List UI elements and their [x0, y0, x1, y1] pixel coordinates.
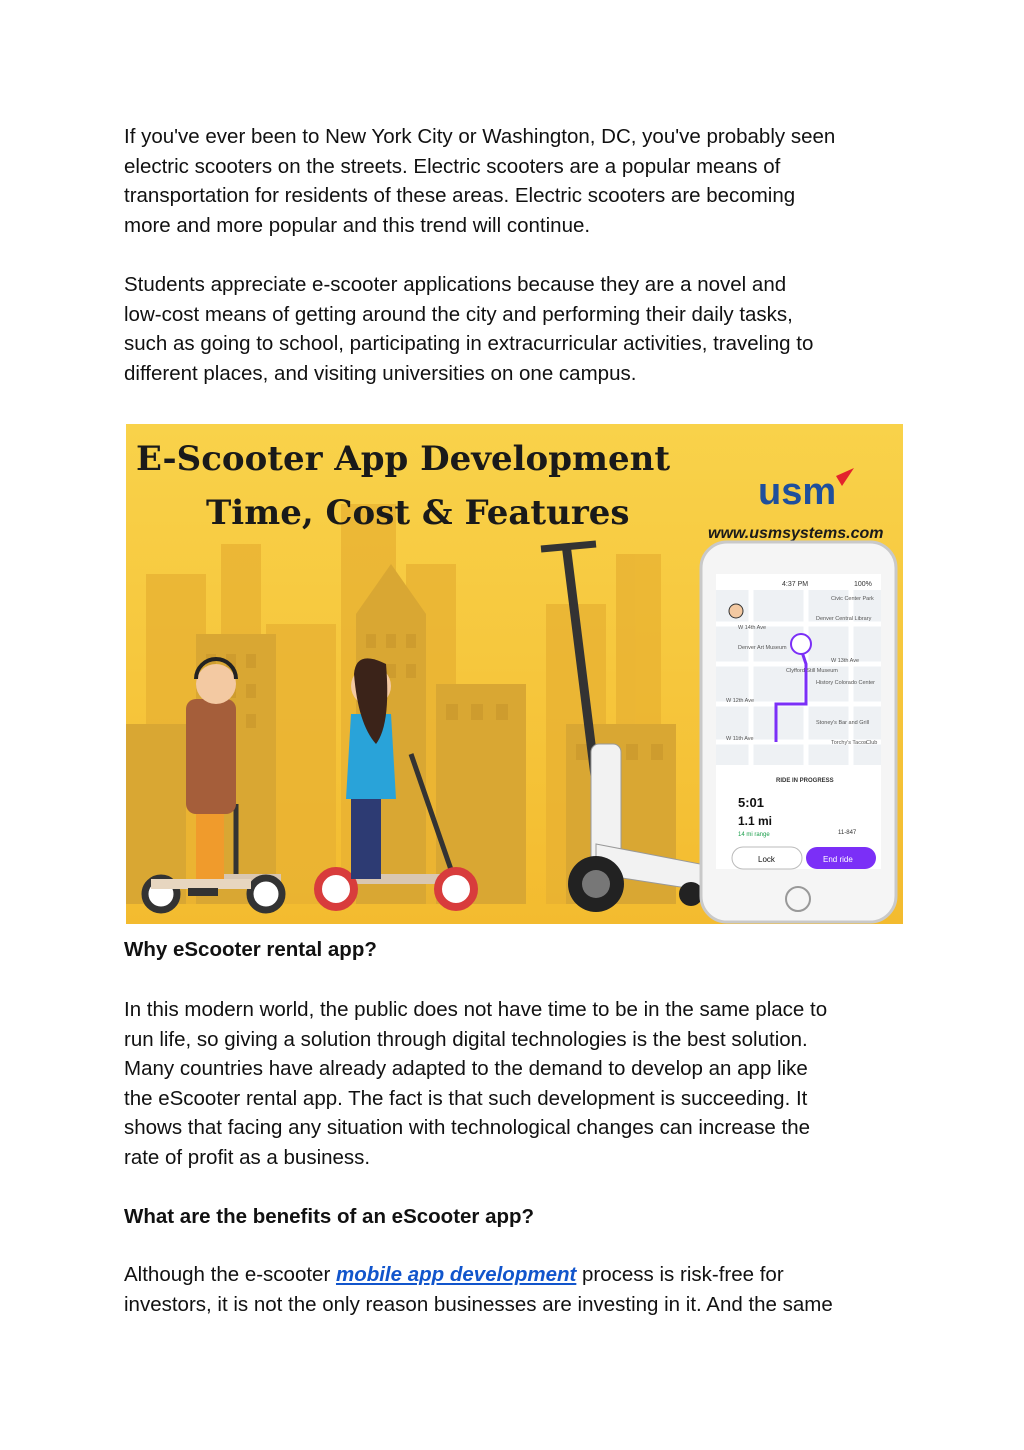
website-url: www.usmsystems.com — [708, 525, 884, 542]
scooter-id: 11-847 — [838, 830, 857, 836]
why-heading: Why eScooter rental app? — [124, 938, 377, 961]
intro-paragraph: If you've ever been to New York City or Washington, DC, you've probably seen electric scooters on the streets. Electric scooters are a popular means of transportation for residents of these areas. Electric scooters are becoming more and more popular and this trend will continue. — [124, 125, 836, 237]
ride-status: RIDE IN PROGRESS — [776, 778, 834, 784]
map-label: History Colorado Center — [816, 680, 875, 686]
map-label: Denver Central Library — [816, 616, 872, 622]
benefits-heading: What are the benefits of an eScooter app? — [124, 1205, 535, 1228]
ride-distance: 1.1 mi — [738, 814, 773, 828]
map-label: W 11th Ave — [726, 736, 754, 742]
banner-title-line2: Time, Cost & Features — [206, 493, 630, 533]
scooter-location-icon — [791, 634, 811, 654]
benefits-text-after: process is risk-free for investors, it is not the only reason businesses are investing in it. And the same — [124, 1263, 833, 1316]
map-label: W 12th Ave — [726, 698, 755, 704]
map-label: Stoney's Bar and Grill — [816, 720, 870, 726]
usm-logo: usm — [758, 471, 837, 513]
map-label: W 14th Ave — [738, 625, 767, 631]
students-paragraph: Students appreciate e-scooter applications because they are a novel and low-cost means of getting around the city and performing their daily tasks, such as going to school, participating in extracurricular activities, traveling to different places, and visiting universities on one campus. — [124, 273, 814, 385]
map-label: Civic Center Park — [831, 596, 874, 602]
end-ride-label: End ride — [823, 855, 853, 864]
smartphone-mockup — [701, 542, 896, 922]
map-label: Denver Art Museum — [738, 645, 787, 651]
map-label: W 13th Ave — [831, 658, 860, 664]
map-label: Club — [866, 740, 878, 746]
map-label: Clyfford Still Museum — [786, 668, 838, 674]
ride-time: 5:01 — [738, 795, 765, 810]
user-avatar — [729, 604, 743, 618]
banner-title-line1: E-Scooter App Development — [136, 439, 671, 479]
banner-image — [126, 424, 903, 924]
phone-battery: 100% — [854, 581, 872, 588]
benefits-paragraph — [124, 1260, 914, 1319]
ride-range: 14 mi range — [738, 832, 770, 838]
phone-status-time: 4:37 PM — [782, 581, 809, 588]
benefits-text-before: Although the e-scooter — [124, 1263, 336, 1286]
lock-label: Lock — [758, 855, 775, 864]
why-paragraph: In this modern world, the public does not have time to be in the same place to run life, so giving a solution through digital technologies is the best solution. Many countries have already adapted to the demand to develop an app like the eScooter rental app. The fact is that such development is succeeding. It shows that facing any situation with technological changes can increase the rate of profit as a business. — [124, 998, 828, 1169]
mobile-app-development-link[interactable]: mobile app development — [335, 1263, 577, 1286]
map-label: Torchy's Tacos — [831, 740, 867, 746]
